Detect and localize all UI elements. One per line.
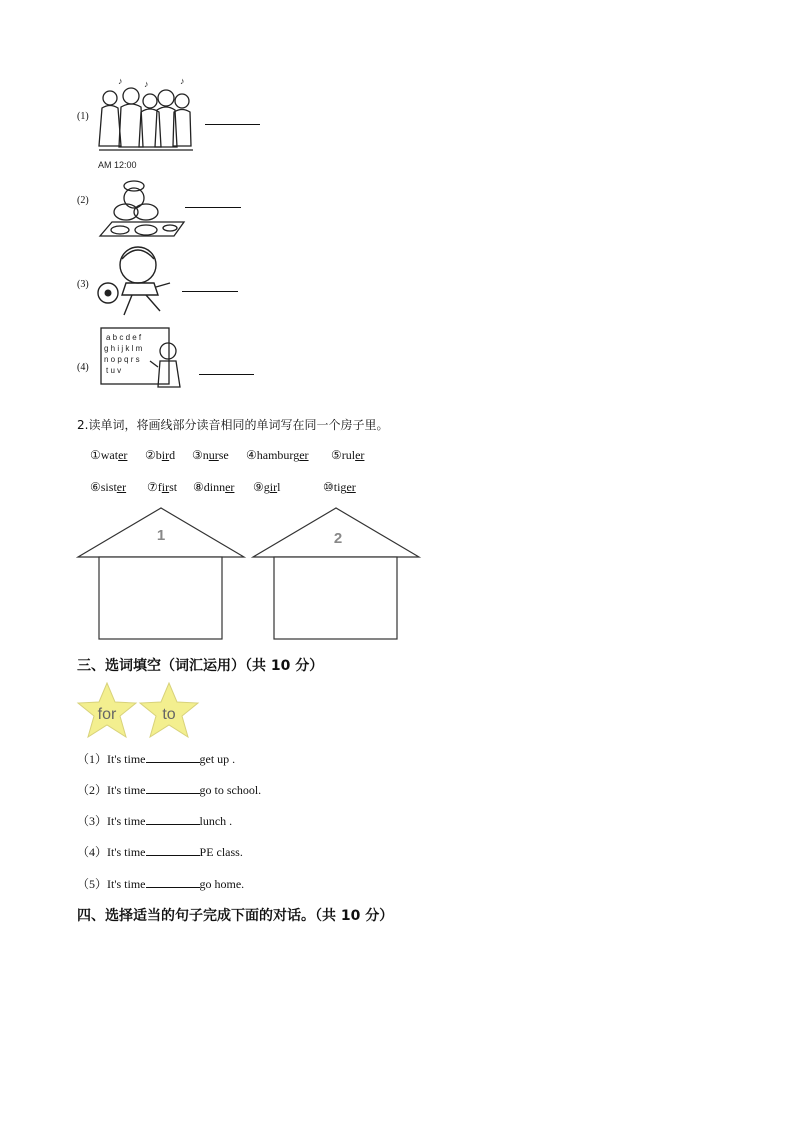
word-item: ⑤ruler: [331, 448, 365, 462]
section-3-title: 三、选词填空（词汇运用）（共 10 分）: [77, 658, 324, 674]
fill-item: （1）It's time get up .: [77, 752, 236, 766]
word-stars: [76, 682, 202, 740]
word-item: ⑧dinner: [193, 480, 235, 494]
answer-blank[interactable]: [182, 291, 238, 292]
board-line: n o p q r s: [104, 355, 140, 364]
answer-blank[interactable]: [146, 845, 200, 856]
house-1[interactable]: [78, 508, 244, 639]
word-item: ⑦first: [147, 480, 178, 494]
answer-blank[interactable]: [199, 374, 254, 375]
answer-blank[interactable]: [146, 752, 200, 763]
answer-blank[interactable]: [146, 783, 200, 794]
word-item: ②bird: [145, 448, 176, 462]
teacher-alphabet-board-icon: [100, 327, 188, 391]
answer-blank[interactable]: [146, 877, 200, 888]
item-number: (4): [77, 362, 89, 373]
board-line: t u v: [106, 366, 122, 375]
word-item: ④hamburger: [246, 448, 309, 462]
clock-caption: AM 12:00: [98, 160, 137, 170]
fill-item: （3）It's time lunch .: [77, 814, 233, 828]
houses-diagram: [76, 506, 422, 642]
fill-item: （2）It's time go to school.: [77, 783, 262, 797]
singing-family-clock-icon: [96, 76, 196, 172]
svg-text:♪: ♪: [144, 79, 149, 89]
house-label: 2: [333, 530, 343, 547]
board-line: a b c d e f: [106, 333, 142, 342]
word-item: ①water: [90, 448, 128, 462]
item-number: (1): [77, 111, 89, 122]
question-2-instruction: 2.读单词，将画线部分读音相同的单词写在同一个房子里。: [77, 418, 389, 432]
fill-item: （5）It's time go home.: [77, 877, 245, 891]
word-item: ⑩tiger: [323, 480, 356, 494]
star-word: for: [97, 706, 117, 723]
answer-blank[interactable]: [205, 124, 260, 125]
boy-soccer-icon: [96, 243, 176, 321]
fill-item: （4）It's time PE class.: [77, 845, 243, 859]
house-2[interactable]: [253, 508, 419, 639]
item-number: (2): [77, 195, 89, 206]
star-icon: [140, 683, 198, 737]
house-label: 1: [156, 527, 166, 544]
answer-blank[interactable]: [185, 207, 241, 208]
word-item: ③nurse: [192, 448, 229, 462]
board-line: g h i j k l m: [104, 344, 143, 353]
star-icon: [78, 683, 136, 737]
star-word: to: [162, 706, 176, 723]
word-item: ⑥sister: [90, 480, 127, 494]
eating-food-icon: [98, 176, 186, 244]
item-number: (3): [77, 279, 89, 290]
section-4-title: 四、选择适当的句子完成下面的对话。（共 10 分）: [77, 908, 394, 924]
svg-text:♪: ♪: [118, 76, 123, 86]
svg-text:♪: ♪: [180, 76, 185, 86]
word-item: ⑨girl: [253, 480, 281, 494]
answer-blank[interactable]: [146, 814, 200, 825]
